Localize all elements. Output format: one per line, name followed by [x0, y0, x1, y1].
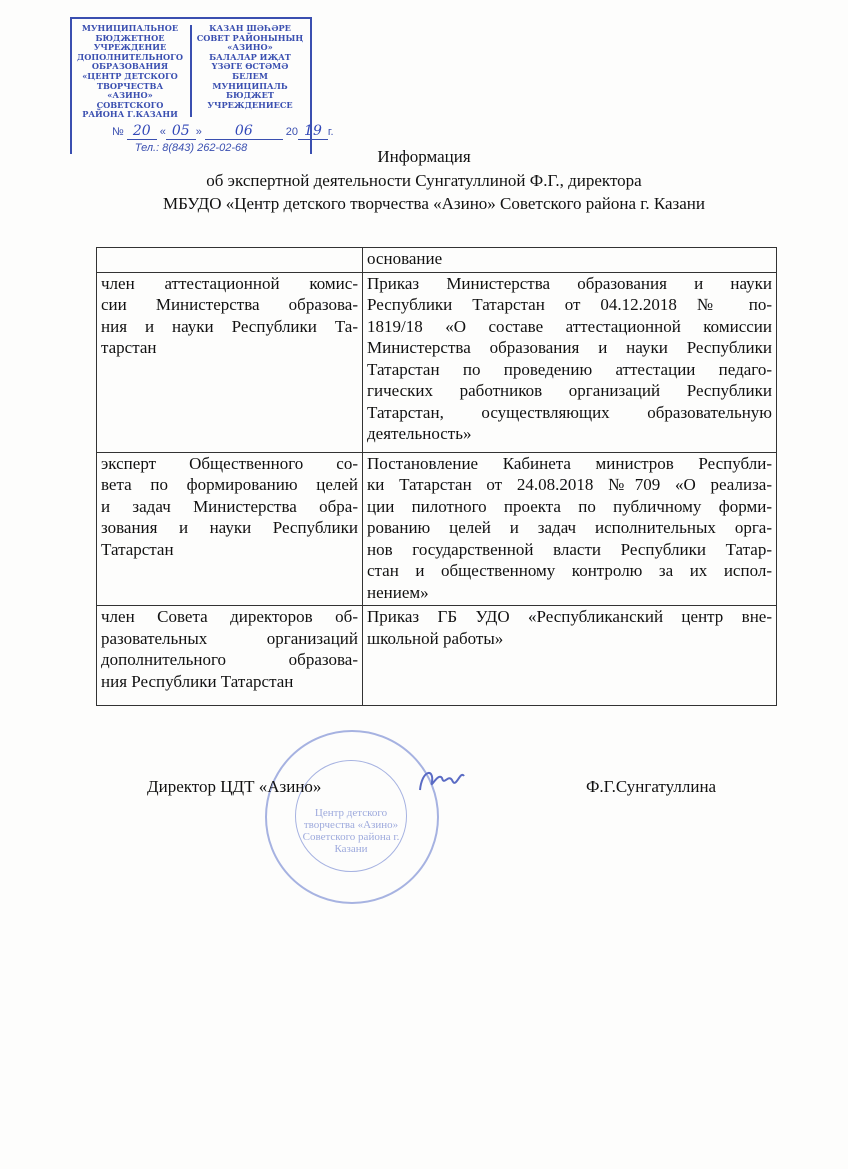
cell-line: ции пилотного проекта по публичному форми- [367, 496, 772, 516]
expert-activity-table [96, 247, 777, 706]
table-row [97, 452, 777, 606]
basis-cell [363, 272, 777, 452]
month-value: 06 [205, 123, 283, 140]
doc-subtitle: об экспертной деятельности Сунгатуллиной Ф.Г., директора [206, 171, 642, 190]
cell-line: ки Татарстан от 24.08.2018 №709 «О реализа- [367, 475, 772, 494]
cell-line: дополнительного образова- [101, 650, 358, 669]
stamp-line: БЮДЖЕТ [226, 90, 274, 101]
stamp-line: СОВЕТ РАЙОНЫНЫҢ [196, 32, 304, 43]
header-cell [97, 248, 363, 273]
round-seal [265, 730, 439, 904]
year-unit: г. [327, 126, 334, 138]
day-value: 05 [166, 123, 196, 140]
stamp-line: БЕЛЕМ [232, 70, 268, 81]
cell-line: Министерства образования и науки Республики [367, 338, 772, 357]
stamp-line: БЮДЖЕТНОЕ [95, 32, 165, 43]
handwritten-signature [412, 760, 472, 805]
role-cell [97, 452, 363, 606]
stamp-line: РАЙОНА Г.КАЗАНИ [82, 109, 178, 120]
stamp-line: ДОПОЛНИТЕЛЬНОГО [77, 51, 183, 62]
seal-text: Центр детского творчества «Азино» Советского района г. Казани [302, 807, 400, 855]
stamp-line: «ЦЕНТР ДЕТСКОГО [82, 70, 178, 81]
year-suffix: 19 [298, 123, 328, 140]
stamp-line: МУНИЦИПАЛЬНОЕ [81, 23, 179, 33]
role-cell [97, 606, 363, 706]
cell-line: член Совета директоров об- [101, 607, 358, 626]
stamp-line: УЧРЕЖДЕНИЕ [93, 42, 167, 53]
cell-line: сии Министерства образова- [101, 295, 358, 314]
stamp-line: КАЗАН ШӘҺӘРЕ [209, 23, 291, 33]
number-label: № [112, 126, 124, 138]
stamp-left-text [74, 24, 186, 120]
cell-line: рованию целей и задач исполнительных орга- [367, 518, 772, 537]
cell-line: гических работников организаций Республики [367, 381, 772, 400]
stamp-line: БАЛАЛАР ИҖАТ [209, 51, 291, 62]
header-cell: основание [363, 248, 777, 273]
cell-line: Приказ ГБ УДО «Республиканский центр вне- [367, 607, 772, 626]
stamp-line: УЧРЕЖДЕНИЕСЕ [207, 99, 293, 110]
table-header-row [97, 248, 777, 273]
cell-line: член аттестационной комис- [101, 273, 358, 293]
cell-line: вета по формированию целей [101, 475, 358, 494]
doc-title: Информация [377, 147, 471, 166]
cell-line: Татарстан [101, 539, 174, 559]
stamp-divider [190, 25, 192, 117]
year-prefix: 20 [285, 126, 299, 138]
cell-line: Татарстан по проведению аттестации педаго- [367, 359, 772, 379]
stamp-line: ҮЗӘГЕ ӨСТӘМӘ [211, 61, 289, 72]
table-row [97, 272, 777, 452]
cell-line: Постановление Кабинета министров Республи- [367, 453, 772, 473]
stamp-line: МУНИЦИПАЛЬ [212, 80, 288, 91]
cell-line: тарстан [101, 338, 157, 357]
stamp-line: ОБРАЗОВАНИЯ [91, 61, 169, 72]
basis-cell [363, 606, 777, 706]
cell-line: Татарстан, осуществляющих образовательную [367, 402, 772, 422]
cell-line: и задач Министерства обра- [101, 496, 358, 516]
stamp-line: ТВОРЧЕСТВА [96, 80, 164, 91]
cell-line: деятельность» [367, 424, 472, 443]
table-row [97, 606, 777, 706]
registration-number: № 20 « 05 » 06 20 19 г. [112, 123, 334, 139]
cell-line: разовательных организаций [101, 628, 358, 648]
cell-line: Приказ Министерства образования и науки [367, 273, 772, 293]
cell-line: школьной работы» [367, 628, 504, 648]
signatory-name: Ф.Г.Сунгатуллина [586, 777, 717, 796]
cell-line: Республики Татарстан от 04.12.2018 № по- [367, 295, 772, 314]
cell-line: нением» [367, 582, 429, 602]
cell-line: ния Республики Татарстан [101, 671, 294, 691]
phone: Тел.: 8(843) 262-02-68 [134, 142, 248, 154]
stamp-right-text [194, 24, 306, 110]
stamp-line: «АЗИНО» [227, 42, 273, 53]
signatory-position: Директор ЦДТ «Азино» [147, 777, 322, 796]
doc-organization: МБУДО «Центр детского творчества «Азино» Советского района г. Казани [163, 194, 705, 213]
corner-stamp [70, 17, 334, 154]
cell-line: 1819/18 «О составе аттестационной комиссии [367, 316, 772, 336]
role-cell [97, 272, 363, 452]
stamp-line: СОВЕТСКОГО [96, 99, 164, 110]
number-value: 20 [127, 123, 157, 140]
cell-line: стан и общественному контролю за их испол- [367, 561, 772, 580]
stamp-line: «АЗИНО» [107, 90, 153, 101]
cell-line: зования и науки Республики [101, 518, 358, 537]
cell-line: нов государственной власти Республики Татар- [367, 539, 772, 559]
cell-line: эксперт Общественного со- [101, 453, 358, 473]
basis-cell [363, 452, 777, 606]
cell-line: ния и науки Республики Та- [101, 316, 358, 336]
